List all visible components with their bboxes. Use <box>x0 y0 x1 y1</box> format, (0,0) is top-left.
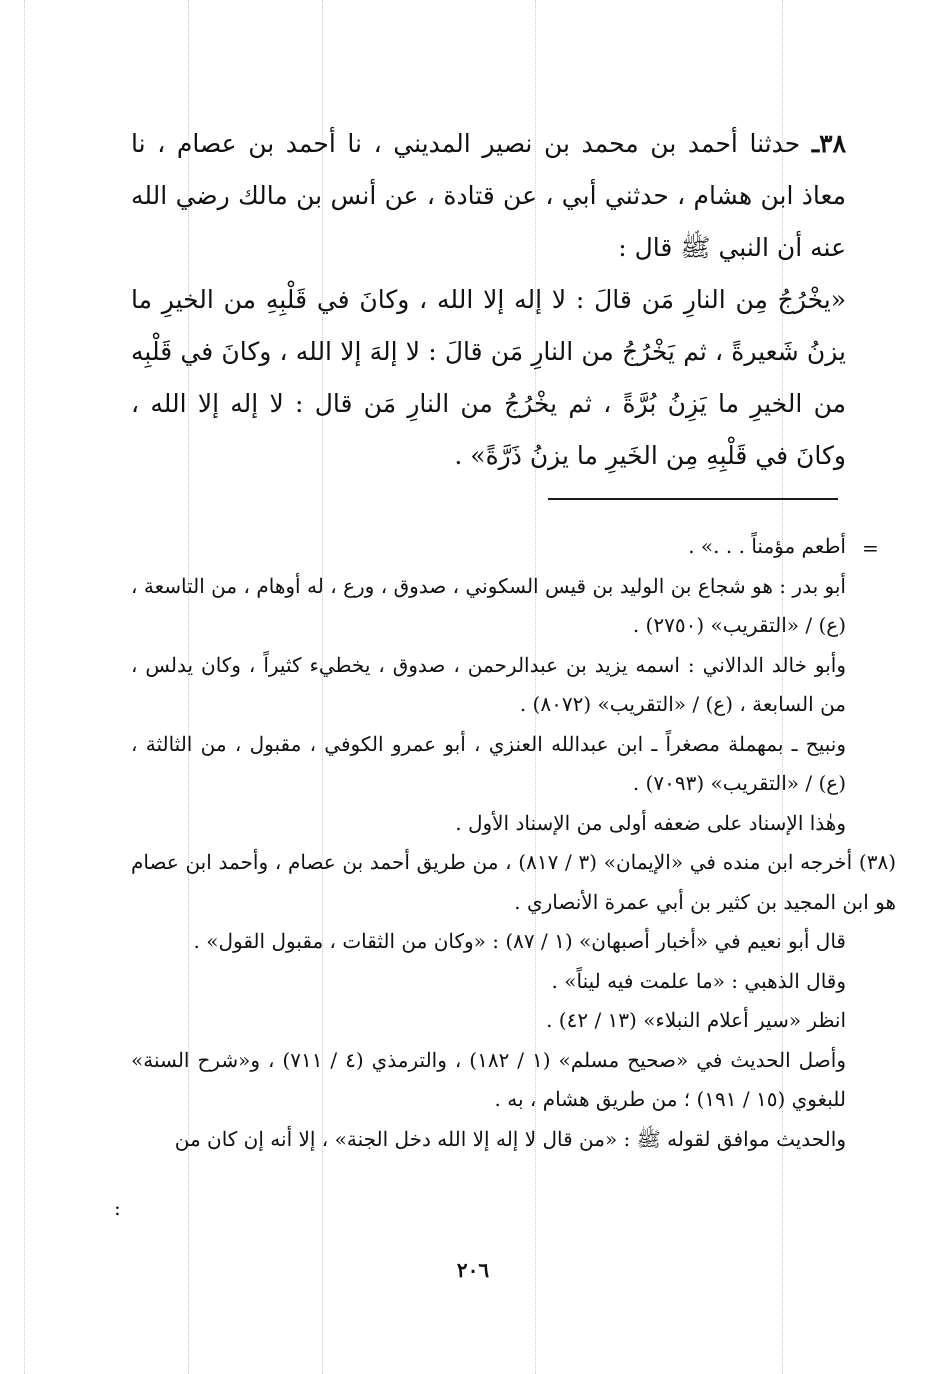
footnote-line: انظر «سير أعلام النبلاء» (١٣ / ٤٢) . <box>546 1008 846 1032</box>
footnotes <box>131 527 896 1159</box>
isnad-line-2: ابن هشام ، حدثني أبي ، عن قتادة ، عن أنس بن مالك رضي الله عنه أن النبي ﷺ قال : <box>131 181 846 262</box>
footnote-line: وأبو خالد الدالاني : اسمه يزيد بن عبدالرحمن ، صدوق ، يخطيء كثيراً ، وكان يدلس ، من السابعة ، (ع) / «التقريب» (٨٠٧٢) . <box>131 652 846 716</box>
footnote-38-head: (٣٨) أخرجه ابن منده في «الإيمان» (٣ / ٨١٧) ، من طريق أحمد بن عصام ، وأحمد ابن عصام هو ابن المجيد بن كثير بن أبي عمرة الأنصاري . <box>131 850 896 914</box>
edge-mark: : <box>114 1196 121 1220</box>
hadith-isnad <box>131 118 846 274</box>
page-number: ٢٠٦ <box>456 1258 490 1282</box>
footnote-line: وهٰذا الإسناد على ضعفه أولى من الإسناد الأول . <box>455 810 846 835</box>
footnote-line: أطعم مؤمناً . . .» . <box>688 534 846 558</box>
footnote-line: وأصل الحديث في «صحيح مسلم» (١ / ١٨٢) ، والترمذي (٤ / ٧١١) ، و«شرح السنة» للبغوي (١٥ / ١٩١) ؛ من طريق هشام ، به . <box>131 1047 847 1111</box>
hadith-number: ٣٨ـ <box>811 129 846 158</box>
footnote-line: وقال الذهبي : «ما علمت فيه ليناً» . <box>551 968 846 993</box>
footnote-separator <box>548 498 838 500</box>
footnote-line: قال أبو نعيم في «أخبار أصبهان» (١ / ٨٧) : «وكان من الثقات ، مقبول القول» . <box>193 929 846 953</box>
footnote-line: ونبيح ـ بمهملة مصغراً ـ ابن عبدالله العنزي ، أبو عمرو الكوفي ، مقبول ، من الثالثة ، (ع) / «التقريب» (٧٠٩٣) . <box>131 731 846 795</box>
isnad-line-1: حدثنا أحمد بن محمد بن نصير المديني ، نا أحمد بن عصام ، نا معاذ <box>131 129 846 210</box>
footnote-line: والحديث موافق لقوله ﷺ : «من قال لا إله إلا الله دخل الجنة» ، إلا أنه إن كان من <box>174 1126 846 1151</box>
continuation-mark: = <box>862 536 879 560</box>
hadith-matn: «يخْرُجُ مِن النارِ مَن قالَ : لا إله إلا الله ، وكانَ في قَلْبِهِ من الخيرِ ما يزنُ شَعيرةً ، ثم يَخْرُجُ من النارِ مَن قالَ : لا إلهَ إلا الله ، وكانَ في قَلْبِه من الخيرِ ما يَزِنُ بُرَّةً ، ثم يخْرُجُ من النارِ مَن قال : لا إله إلا الله ، وكانَ في قَلْبِهِ مِن الخَيرِ ما يزنُ ذَرَّةً» . <box>131 285 846 470</box>
footnote-line: أبو بدر : هو شجاع بن الوليد بن قيس السكوني ، صدوق ، ورع ، له أوهام ، من التاسعة ، (ع) / «التقريب» (٢٧٥٠) . <box>131 573 846 637</box>
hadith-text <box>131 118 846 482</box>
